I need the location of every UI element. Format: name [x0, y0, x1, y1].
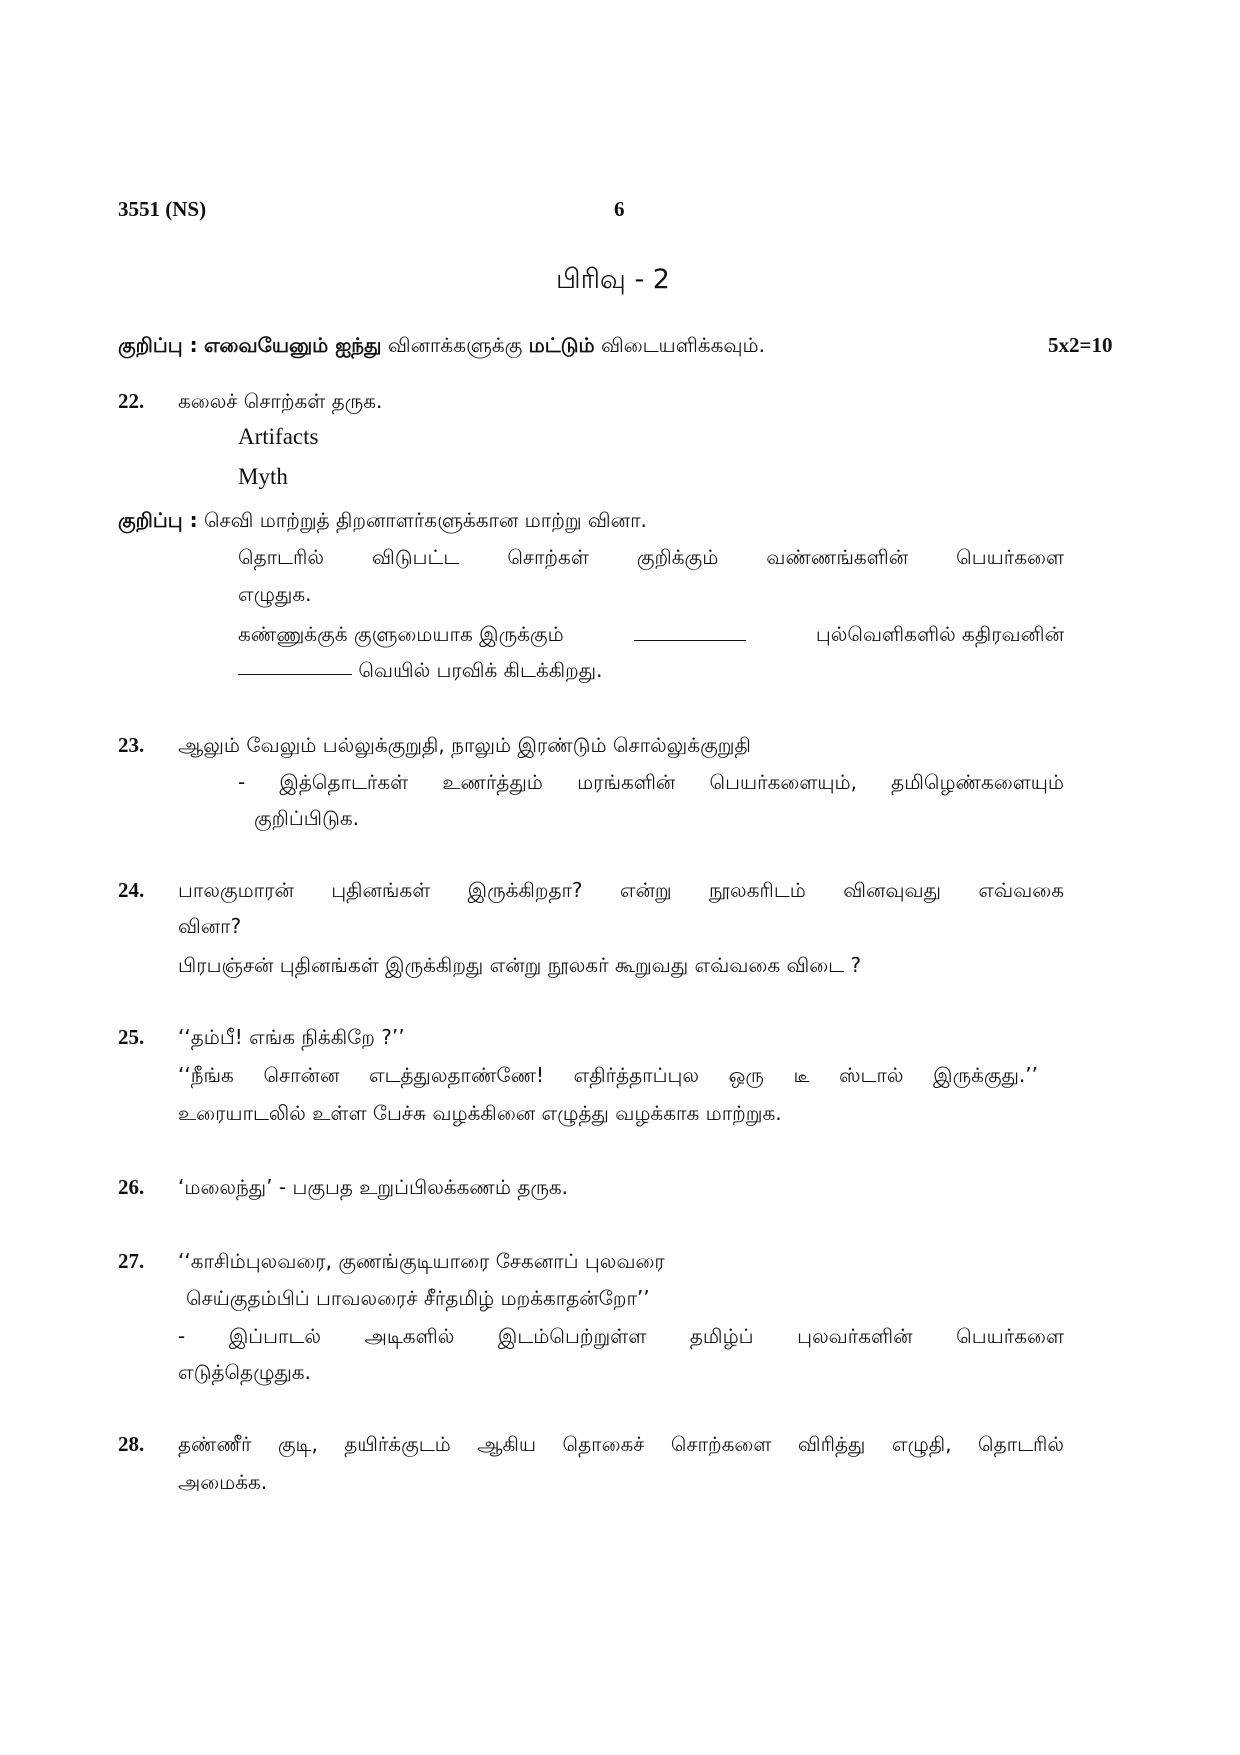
question-text: எடுத்தெழுதுக. — [178, 1360, 311, 1384]
question-text: ‘‘தம்பீ! எங்க நிக்கிறே ?’’ — [178, 1025, 405, 1049]
fill-in-line-2 — [238, 658, 602, 685]
question-text: உரையாடலில் உள்ள பேச்சு வழக்கினை எழுத்து வழக்காக மாற்றுக. — [178, 1101, 782, 1125]
fill-text: புல்வெளிகளில் கதிரவனின் — [815, 622, 1064, 646]
question-text: தொடரில் விடுபட்ட சொற்கள் குறிக்கும் வண்ணங்களின் பெயர்களை — [238, 545, 1064, 569]
question-text: - இப்பாடல் அடிகளில் இடம்பெற்றுள்ள தமிழ்ப் புலவர்களின் பெயர்களை — [178, 1324, 1064, 1348]
page-number: 6 — [614, 197, 625, 221]
fill-text: கண்ணுக்குக் குளுமையாக இருக்கும் — [238, 622, 564, 646]
question-text: அமைக்க. — [178, 1470, 268, 1494]
term-item: Myth — [238, 464, 288, 489]
question-number: 25. — [118, 1025, 145, 1049]
question-text: செய்குதம்பிப் பாவலரைச் சீர்தமிழ் மறக்காதன்றோ’’ — [186, 1286, 650, 1310]
note-line — [118, 508, 647, 535]
question-text: பிரபஞ்சன் புதினங்கள் இருக்கிறது என்று நூலகர் கூறுவது எவ்வகை விடை ? — [178, 953, 862, 977]
term-item: Artifacts — [238, 424, 319, 449]
question-number: 28. — [118, 1432, 145, 1456]
question-text: ‘‘காசிம்புலவரை, குணங்குடியாரை சேகனாப் புலவரை — [178, 1249, 665, 1273]
question-text: வினா? — [178, 914, 242, 938]
question-number: 26. — [118, 1175, 145, 1199]
instruction-text-questions: வினாக்களுக்கு — [387, 333, 523, 357]
instruction-emphasis-only: மட்டும் — [528, 333, 595, 357]
question-number: 23. — [118, 733, 145, 757]
question-number: 24. — [118, 878, 145, 902]
question-text: ‘‘நீங்க சொன்ன எடத்துலதாண்ணே! எதிர்த்தாப்புல ஒரு டீ ஸ்டால் இருக்குது.’’ — [178, 1063, 1038, 1087]
note-text: செவி மாற்றுத் திறனாளர்களுக்கான மாற்று வினா. — [203, 508, 647, 532]
question-text: - இத்தொடர்கள் உணர்த்தும் மரங்களின் பெயர்களையும், தமிழெண்களையும் — [238, 770, 1064, 794]
instruction-emphasis-any-five: எவையேனும் ஐந்து — [203, 333, 382, 357]
answer-blank — [634, 639, 746, 641]
instruction-text-answer: விடையளிக்கவும். — [600, 333, 765, 357]
section-title: பிரிவு - 2 — [556, 264, 670, 295]
question-text: ஆலும் வேலும் பல்லுக்குறுதி, நாலும் இரண்டும் சொல்லுக்குறுதி — [178, 733, 751, 757]
question-text: தண்ணீர் குடி, தயிர்க்குடம் ஆகிய தொகைச் சொற்களை விரித்து எழுதி, தொடரில் — [178, 1432, 1064, 1456]
question-number: 22. — [118, 389, 145, 413]
marks-label: 5x2=10 — [1048, 333, 1113, 357]
fill-in-line-1 — [238, 622, 1064, 649]
fill-text: வெயில் பரவிக் கிடக்கிறது. — [358, 658, 603, 682]
note-label: குறிப்பு : — [118, 508, 198, 532]
instruction-line — [118, 333, 765, 360]
instruction-label: குறிப்பு : — [118, 333, 198, 357]
paper-code: 3551 (NS) — [118, 197, 207, 221]
question-text: கலைச் சொற்கள் தருக. — [178, 389, 383, 413]
question-text: குறிப்பிடுக. — [254, 806, 359, 830]
question-number: 27. — [118, 1249, 145, 1273]
question-text: எழுதுக. — [238, 582, 312, 606]
answer-blank — [238, 673, 352, 675]
question-text: பாலகுமாரன் புதினங்கள் இருக்கிறதா? என்று நூலகரிடம் வினவுவது எவ்வகை — [178, 878, 1064, 902]
question-text: ‘மலைந்து’ - பகுபத உறுப்பிலக்கணம் தருக. — [178, 1175, 569, 1199]
